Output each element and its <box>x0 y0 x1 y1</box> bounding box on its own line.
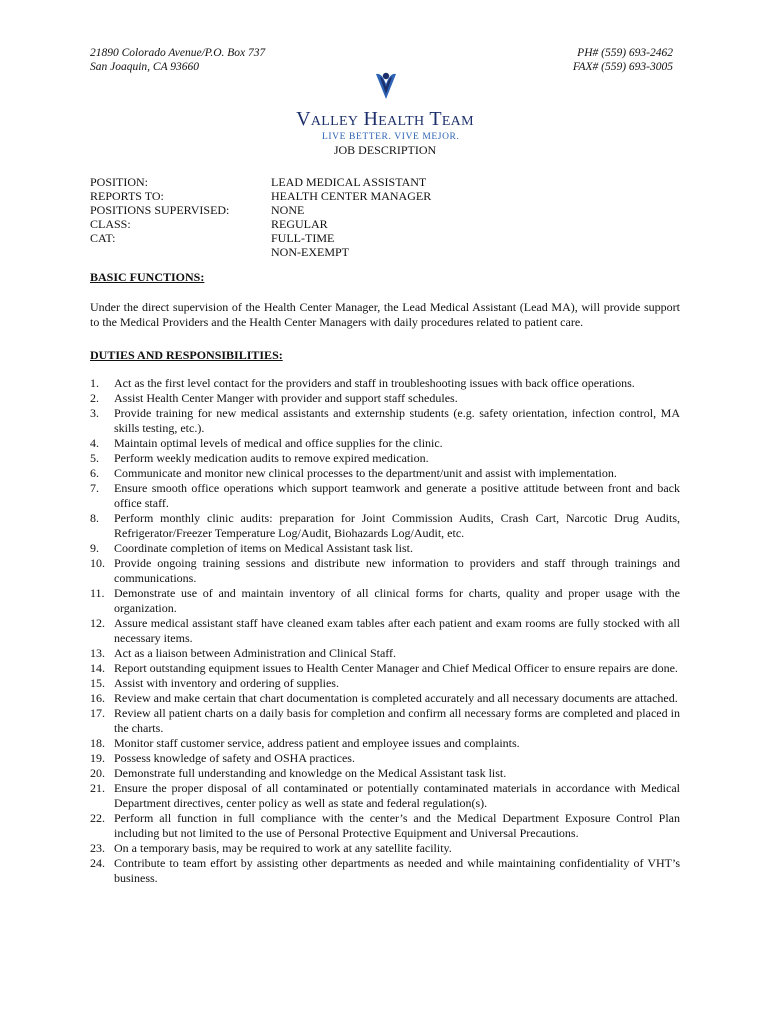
duty-text: Contribute to team effort by assisting other departments as needed and while maintaining confidentiality of VHT’s business. <box>114 856 680 885</box>
duty-item <box>90 841 680 856</box>
info-row <box>90 175 431 189</box>
valley-health-team-logo-icon <box>374 70 398 100</box>
basic-functions-heading: BASIC FUNCTIONS: <box>90 270 205 284</box>
duty-item <box>90 661 680 676</box>
duty-number: 19. <box>90 751 105 765</box>
brand-name: Valley Health Team <box>296 108 474 130</box>
duty-number: 5. <box>90 451 99 465</box>
duty-item <box>90 616 680 646</box>
info-value: HEALTH CENTER MANAGER <box>271 189 432 203</box>
duty-item <box>90 466 680 481</box>
duty-item <box>90 811 680 841</box>
duty-number: 22. <box>90 811 105 825</box>
duty-item <box>90 451 680 466</box>
duty-text: Coordinate completion of items on Medical Assistant task list. <box>114 541 413 555</box>
duty-text: Provide training for new medical assistants and externship students (e.g. safety orientation, infection control, MA skills testing, etc.). <box>114 406 680 435</box>
info-row <box>90 245 431 259</box>
duty-number: 12. <box>90 616 105 630</box>
duty-text: Provide ongoing training sessions and distribute new information to providers and staff through trainings and communications. <box>114 556 680 585</box>
info-value: NONE <box>271 203 305 217</box>
duty-item <box>90 541 680 556</box>
duty-text: Ensure smooth office operations which support teamwork and generate a positive attitude between front and back office staff. <box>114 481 680 510</box>
duty-item <box>90 556 680 586</box>
duty-number: 4. <box>90 436 99 450</box>
info-label <box>90 245 271 259</box>
contact-block <box>573 46 673 74</box>
info-row <box>90 189 431 203</box>
duty-number: 9. <box>90 541 99 555</box>
duty-item <box>90 481 680 511</box>
duty-item <box>90 376 680 391</box>
duty-number: 24. <box>90 856 105 870</box>
duty-text: Assure medical assistant staff have cleaned exam tables after each patient and exam rooms are fully stocked with all necessary items. <box>114 616 680 645</box>
duty-number: 8. <box>90 511 99 525</box>
duty-item <box>90 646 680 661</box>
duty-item <box>90 676 680 691</box>
duty-text: Assist with inventory and ordering of supplies. <box>114 676 339 690</box>
duty-text: On a temporary basis, may be required to work at any satellite facility. <box>114 841 452 855</box>
duty-item <box>90 436 680 451</box>
duty-item <box>90 706 680 736</box>
duty-number: 6. <box>90 466 99 480</box>
duty-number: 3. <box>90 406 99 420</box>
duty-number: 14. <box>90 661 105 675</box>
duty-text: Review all patient charts on a daily basis for completion and confirm all necessary forms are completed and placed in the charts. <box>114 706 680 735</box>
duty-number: 16. <box>90 691 105 705</box>
duty-number: 18. <box>90 736 105 750</box>
duty-number: 13. <box>90 646 105 660</box>
duty-number: 20. <box>90 766 105 780</box>
document-title: JOB DESCRIPTION <box>333 143 437 157</box>
duty-number: 17. <box>90 706 105 720</box>
duty-text: Act as a liaison between Administration and Clinical Staff. <box>114 646 397 660</box>
duties-heading: DUTIES AND RESPONSIBILITIES: <box>90 348 283 362</box>
duty-number: 11. <box>90 586 105 600</box>
info-label: POSITIONS SUPERVISED: <box>90 203 230 217</box>
duty-text: Review and make certain that chart documentation is completed accurately and all necessary documents are attached. <box>114 691 678 705</box>
duty-text: Act as the first level contact for the providers and staff in troubleshooting issues with back office operations. <box>114 376 635 390</box>
info-label: CLASS: <box>90 217 131 231</box>
position-info <box>90 175 431 259</box>
duty-item <box>90 586 680 616</box>
duty-item <box>90 751 680 766</box>
info-row <box>90 231 431 245</box>
info-value: LEAD MEDICAL ASSISTANT <box>271 175 427 189</box>
duty-item <box>90 691 680 706</box>
info-label: REPORTS TO: <box>90 189 164 203</box>
brand-tagline: LIVE BETTER. VIVE MEJOR. <box>322 132 460 142</box>
basic-functions-text: Under the direct supervision of the Health Center Manager, the Lead Medical Assistant (Lead MA), will provide support to the Medical Providers and the Health Center Managers with daily procedures related to patient care. <box>90 300 680 329</box>
duty-item <box>90 406 680 436</box>
address-line-1: 21890 Colorado Avenue/P.O. Box 737 <box>90 47 266 59</box>
duty-text: Assist Health Center Manger with provider and support staff schedules. <box>114 391 458 405</box>
duty-text: Perform weekly medication audits to remove expired medication. <box>114 451 429 465</box>
duty-item <box>90 511 680 541</box>
phone-number: PH# (559) 693-2462 <box>577 47 673 59</box>
duty-item <box>90 856 680 886</box>
info-label: CAT: <box>90 231 116 245</box>
duties-list <box>90 376 680 886</box>
info-label: POSITION: <box>90 175 149 189</box>
duty-text: Maintain optimal levels of medical and office supplies for the clinic. <box>114 436 443 450</box>
info-value: REGULAR <box>271 217 328 231</box>
info-row <box>90 217 431 231</box>
duty-item <box>90 766 680 781</box>
duty-text: Report outstanding equipment issues to Health Center Manager and Chief Medical Officer to ensure repairs are done. <box>114 661 678 675</box>
company-logo <box>282 70 488 144</box>
duty-text: Possess knowledge of safety and OSHA practices. <box>114 751 355 765</box>
duty-number: 2. <box>90 391 99 405</box>
info-value: FULL-TIME <box>271 231 335 245</box>
info-value: NON-EXEMPT <box>271 245 349 259</box>
duty-text: Communicate and monitor new clinical processes to the department/unit and assist with implementation. <box>114 466 617 480</box>
duty-number: 1. <box>90 376 99 390</box>
duty-text: Demonstrate full understanding and knowledge on the Medical Assistant task list. <box>114 766 507 780</box>
duty-number: 23. <box>90 841 105 855</box>
duty-number: 10. <box>90 556 105 570</box>
duty-text: Perform all function in full compliance with the center’s and the Medical Department Exposure Control Plan including but not limited to the use of Personal Protective Equipment and Universal Precautions. <box>114 811 680 840</box>
address-line-2: San Joaquin, CA 93660 <box>90 61 200 73</box>
duty-item <box>90 736 680 751</box>
duty-text: Perform monthly clinic audits: preparation for Joint Commission Audits, Crash Cart, Narcotic Drug Audits, Refrigerator/Freezer Temperature Log/Audit, Biohazards Log/Audit, etc. <box>114 511 680 540</box>
fax-number: FAX# (559) 693-3005 <box>572 61 673 73</box>
duty-text: Demonstrate use of and maintain inventory of all clinical forms for charts, quality and proper usage with the organization. <box>114 586 680 615</box>
duty-number: 21. <box>90 781 105 795</box>
duty-number: 15. <box>90 676 105 690</box>
duty-item <box>90 391 680 406</box>
duty-text: Monitor staff customer service, address patient and employee issues and complaints. <box>114 736 520 750</box>
info-row <box>90 203 431 217</box>
duty-text: Ensure the proper disposal of all contaminated or potentially contaminated materials in accordance with Medical Department directives, center policy as well as state and federal regulation(s). <box>114 781 680 810</box>
duty-number: 7. <box>90 481 99 495</box>
duty-item <box>90 781 680 811</box>
address-block <box>90 46 265 74</box>
